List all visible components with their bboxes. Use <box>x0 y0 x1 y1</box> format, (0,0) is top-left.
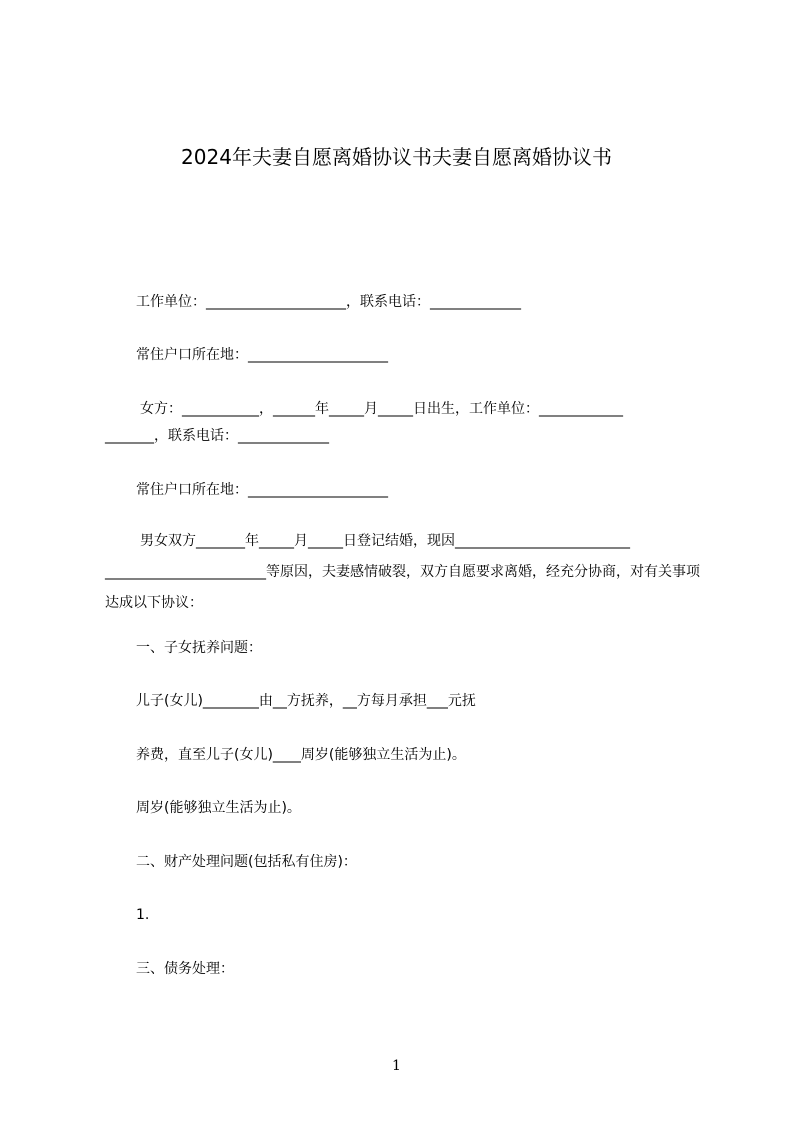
residence-line: 常住户口所在地：____________________ <box>136 482 388 498</box>
age-note-line: 周岁(能够独立生活为止)。 <box>136 800 301 816</box>
marriage-paragraph-text: 男女双方_______年_____月_____日登记结婚，现因_________________________ _______________________等原因，夫妻感情破裂，双方自愿要求离婚，经充分协商，对有关事项达成以下协议： <box>105 533 700 611</box>
residence-line: 常住户口所在地：____________________ <box>136 347 388 363</box>
document-title: 2024年夫妻自愿离婚协议书夫妻自愿离婚协议书 <box>181 145 612 169</box>
section-heading: 一、子女抚养问题： <box>136 640 262 656</box>
female-party-line: 女方：___________，______年_____月_____日出生，工作单位：____________ <box>140 401 623 417</box>
child-support-line: 儿子(女儿)________由__方抚养，__方每月承担___元抚 <box>136 693 476 709</box>
section-heading: 二、财产处理问题(包括私有住房)： <box>136 854 357 870</box>
work-unit-line: 工作单位：____________________，联系电话：_____________ <box>136 294 521 310</box>
marriage-paragraph <box>105 526 705 619</box>
list-item: 1. <box>136 907 150 923</box>
section-heading: 三、债务处理： <box>136 961 234 977</box>
child-support-line: 养费，直至儿子(女儿)____周岁(能够独立生活为止)。 <box>136 747 466 763</box>
page-number: 1 <box>392 1058 401 1074</box>
female-party-continuation: _______，联系电话：_____________ <box>105 428 329 444</box>
